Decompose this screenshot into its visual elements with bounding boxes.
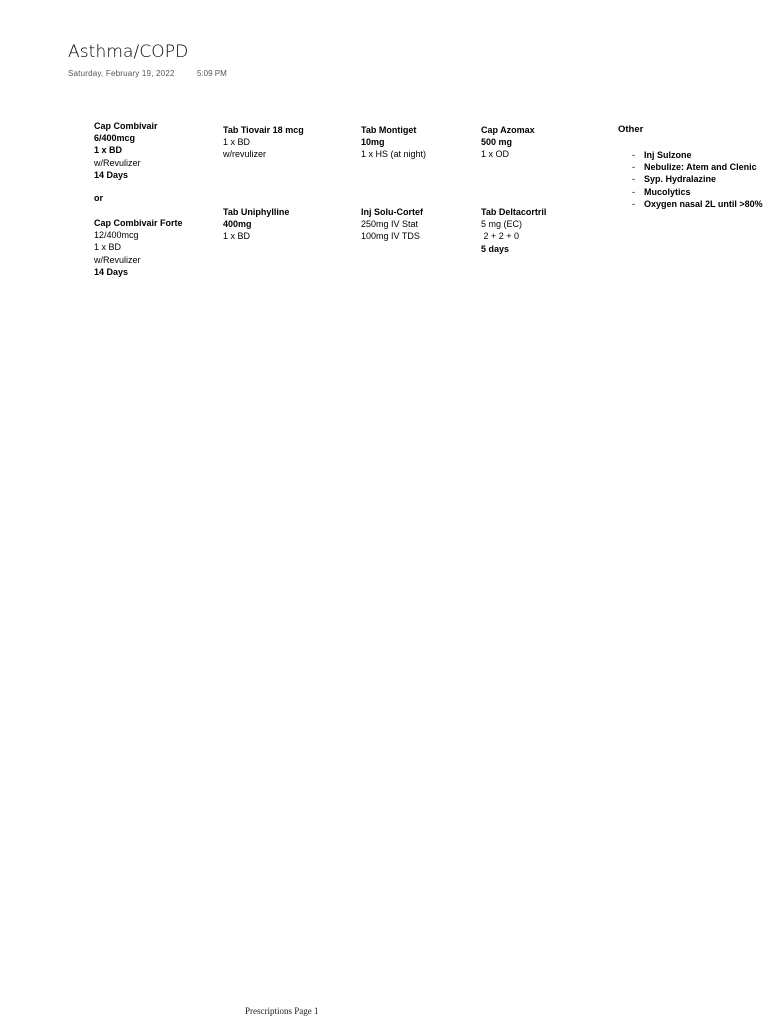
drug-name: Tab Montiget xyxy=(361,125,417,135)
page-title: Asthma/COPD xyxy=(68,42,189,62)
drug-duration: 5 days xyxy=(481,243,510,254)
drug-stat-dose: 250mg IV Stat xyxy=(361,219,419,230)
drug-frequency: 1 x BD xyxy=(223,137,251,148)
drug-duration: 14 Days xyxy=(94,266,129,277)
drug-duration: 14 Days xyxy=(94,169,129,180)
drug-dose: 5 mg (EC) xyxy=(481,219,523,230)
montiget-block xyxy=(361,124,426,161)
drug-device: w/Revulizer xyxy=(94,157,141,168)
drug-maintenance-dose: 100mg IV TDS xyxy=(361,231,420,242)
drug-device: w/Revulizer xyxy=(94,254,141,265)
drug-name: Tab Uniphylline xyxy=(223,207,290,217)
other-list xyxy=(632,149,763,210)
bullet: - xyxy=(632,174,635,185)
list-item: - Mucolytics xyxy=(632,186,691,197)
list-item: - Inj Sulzone xyxy=(632,150,692,160)
drug-frequency: 1 x BD xyxy=(223,231,251,242)
bullet: - xyxy=(632,186,635,197)
drug-name: Cap Azomax xyxy=(481,125,535,135)
drug-name: Tab Tiovair 18 mcg xyxy=(223,125,304,135)
list-item: - Nebulize: Atem and Clenic xyxy=(632,162,757,173)
list-item: - Syp. Hydralazine xyxy=(632,174,717,185)
bullet: - xyxy=(632,150,635,160)
solu-cortef-block xyxy=(361,206,423,243)
tiovair-block xyxy=(223,124,304,161)
azomax-block xyxy=(481,124,535,161)
drug-name: Inj Solu-Cortef xyxy=(361,207,423,217)
drug-frequency: 1 x HS (at night) xyxy=(361,149,427,160)
bullet: - xyxy=(632,162,635,173)
drug-name: Cap Combivair Forte xyxy=(94,218,183,228)
drug-frequency: 1 x BD xyxy=(94,145,123,156)
page-date: Saturday, February 19, 2022 xyxy=(68,69,175,78)
combivair-block xyxy=(94,120,158,181)
bullet: - xyxy=(632,198,635,209)
uniphylline-block xyxy=(223,206,289,243)
drug-name: Cap Combivair xyxy=(94,121,158,131)
page-footer: Prescriptions Page 1 xyxy=(245,1006,319,1016)
drug-dose: 400mg xyxy=(223,219,252,230)
drug-dose: 12/400mcg xyxy=(94,230,139,241)
combivair-forte-block xyxy=(94,217,183,278)
drug-frequency: 1 x BD xyxy=(94,242,122,253)
drug-dose: 10mg xyxy=(361,137,385,148)
drug-name: Tab Deltacortril xyxy=(481,207,547,217)
drug-regimen: 2 + 2 + 0 xyxy=(481,231,520,242)
page-time: 5:09 PM xyxy=(197,69,227,78)
drug-frequency: 1 x OD xyxy=(481,149,510,160)
drug-dose: 6/400mcg xyxy=(94,133,136,144)
drug-dose: 500 mg xyxy=(481,137,513,148)
drug-device: w/revulizer xyxy=(223,149,267,160)
other-heading: Other xyxy=(618,124,644,135)
or-separator: or xyxy=(94,193,103,203)
deltacortril-block xyxy=(481,206,546,255)
list-item: - Oxygen nasal 2L until >80% xyxy=(632,198,763,209)
